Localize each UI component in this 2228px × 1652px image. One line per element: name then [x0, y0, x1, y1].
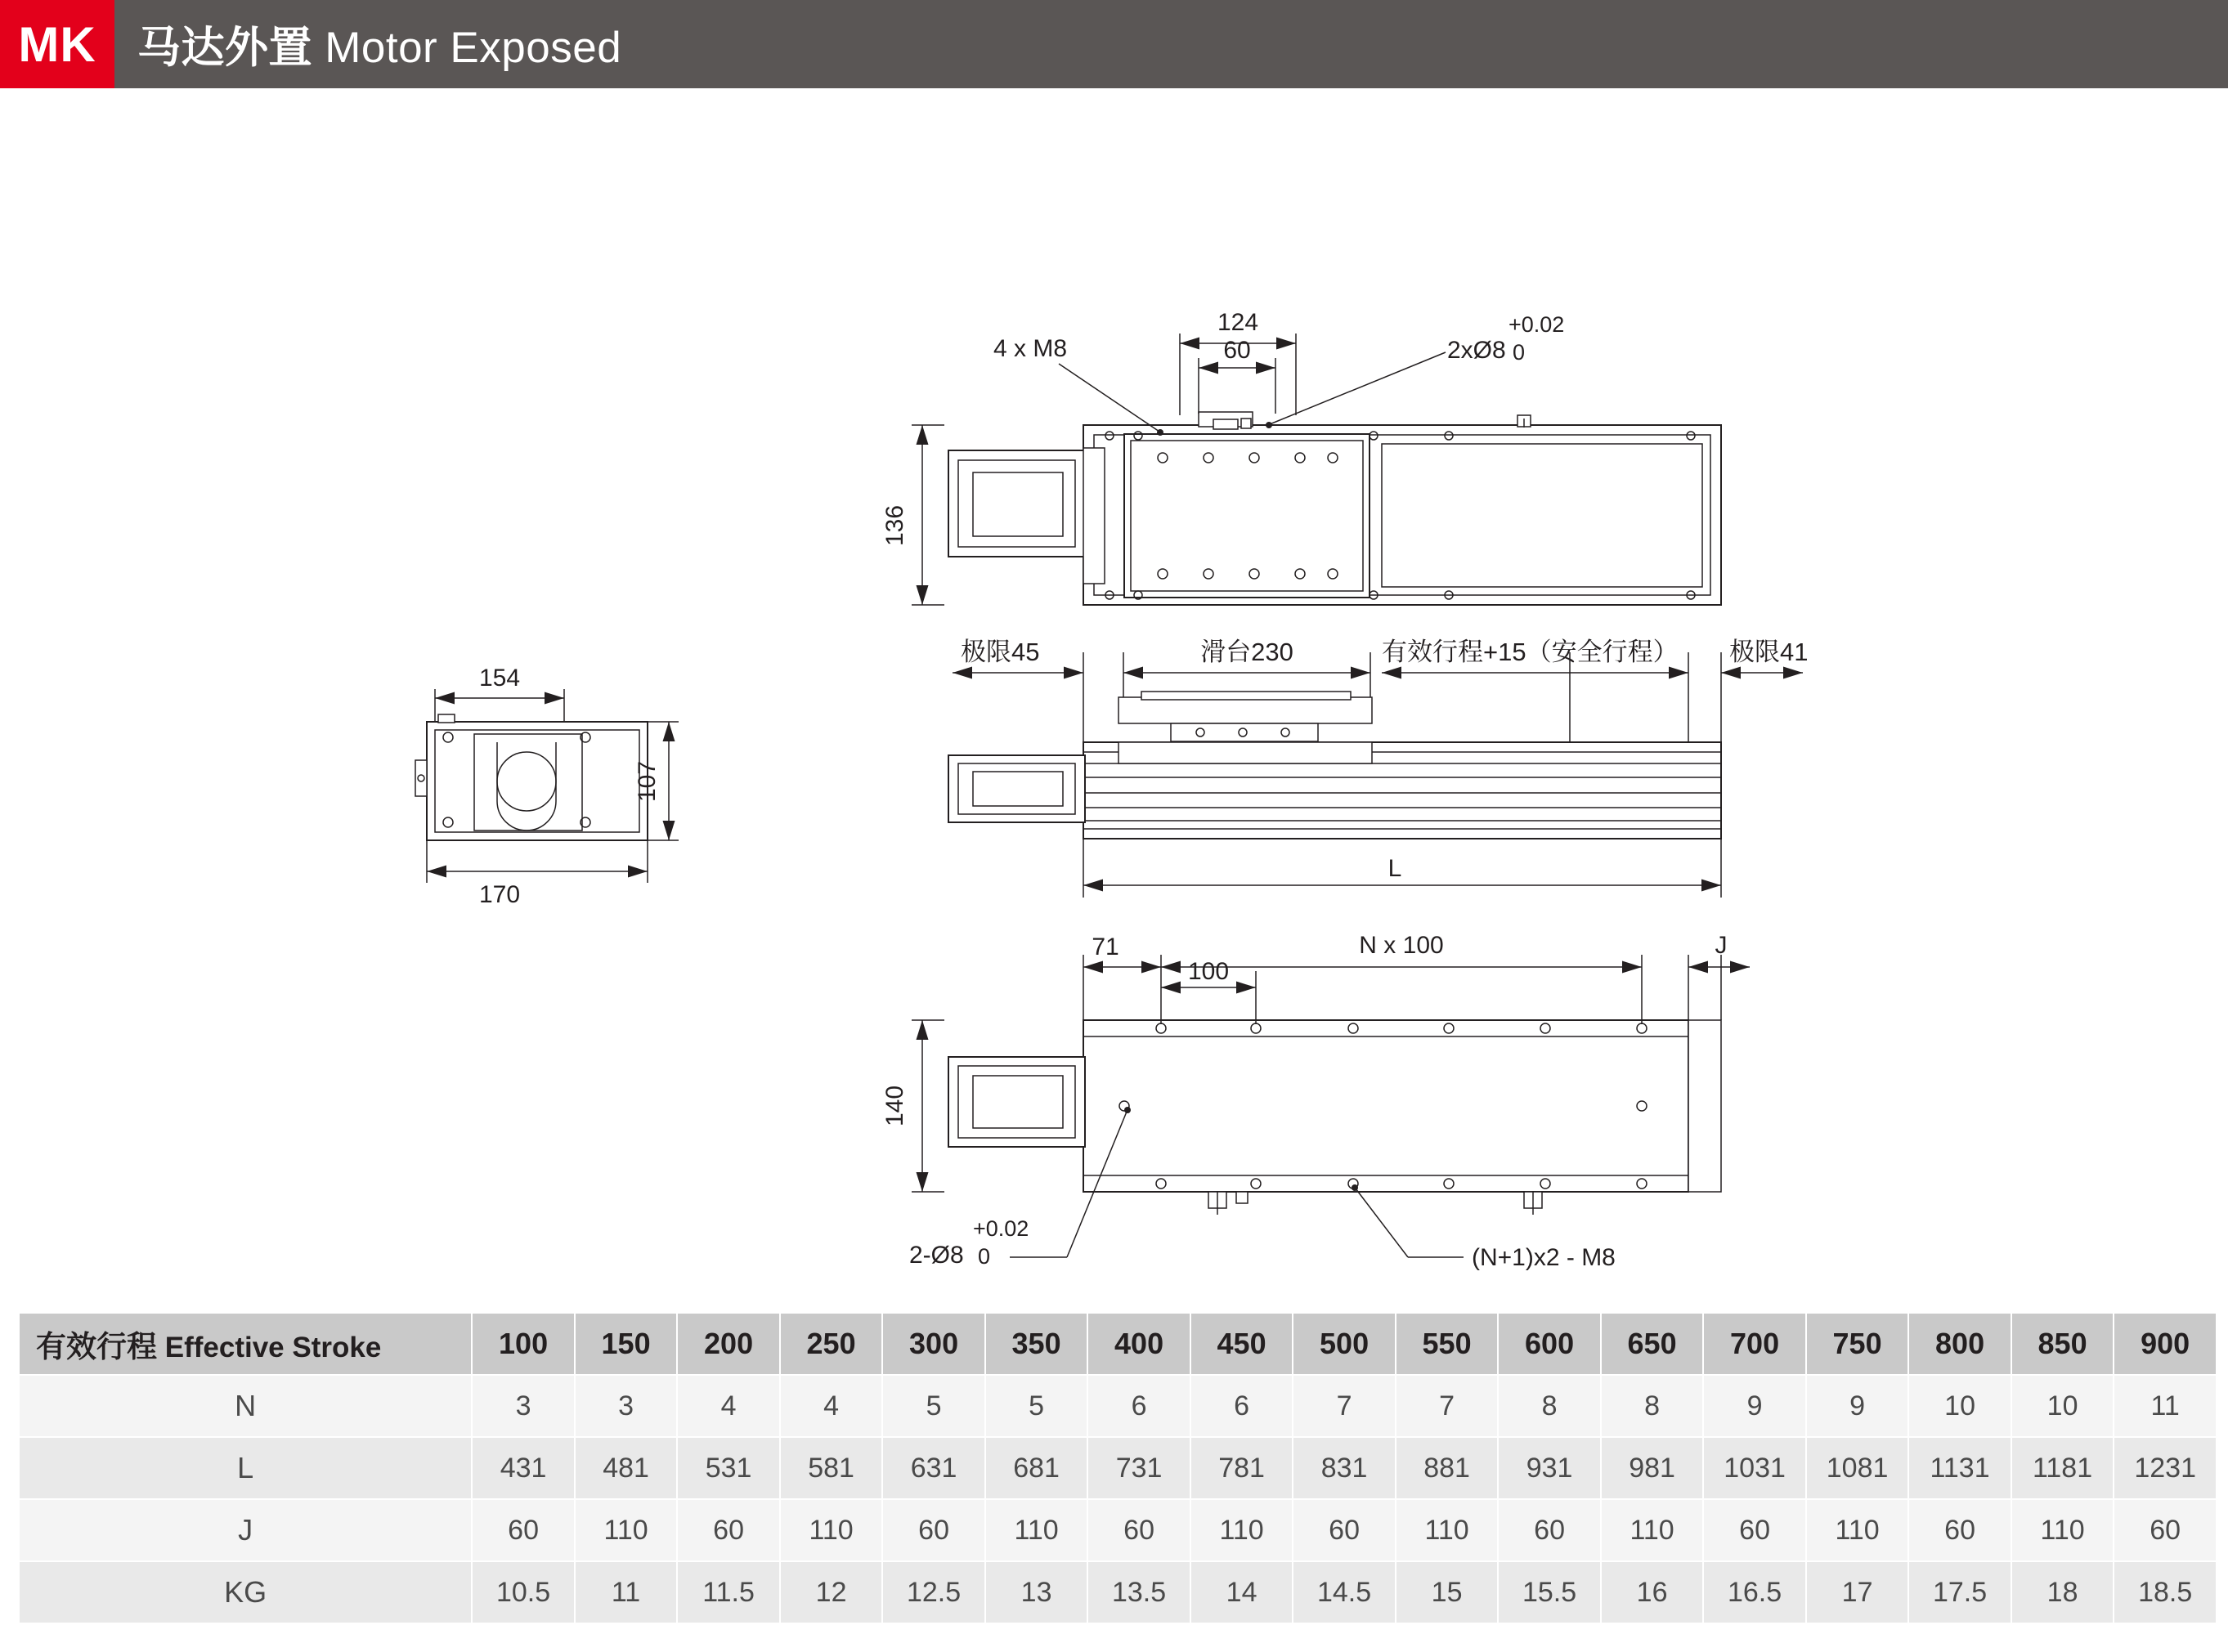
cell: 110	[575, 1499, 678, 1561]
label-2xD8: 2xØ8	[1447, 337, 1506, 364]
brand-badge: MK	[0, 0, 114, 88]
cell: 60	[1087, 1499, 1190, 1561]
dim-60: 60	[1223, 337, 1251, 364]
cell: 16.5	[1703, 1561, 1806, 1623]
cell: 12.5	[882, 1561, 985, 1623]
cell: 110	[1396, 1499, 1499, 1561]
tol-lower-bottom: 0	[978, 1244, 991, 1269]
stroke-col-0: 100	[472, 1313, 575, 1375]
front-view	[948, 638, 1808, 898]
stroke-col-1: 150	[575, 1313, 678, 1375]
tol-upper-bottom: +0.02	[973, 1216, 1029, 1241]
cell: 17	[1806, 1561, 1909, 1623]
label-carriage: 滑台230	[1200, 638, 1293, 666]
stroke-col-11: 650	[1601, 1313, 1704, 1375]
row-label-n: N	[19, 1375, 472, 1437]
cell: 60	[1293, 1499, 1396, 1561]
row-label-l: L	[19, 1437, 472, 1499]
cell: 8	[1601, 1375, 1704, 1437]
cell: 10	[2011, 1375, 2114, 1437]
table-row	[19, 1375, 2217, 1437]
label-4xM8: 4 x M8	[993, 335, 1068, 362]
table-row	[19, 1561, 2217, 1623]
cell: 60	[882, 1499, 985, 1561]
dim-136: 136	[881, 504, 908, 547]
top-view	[881, 309, 1721, 605]
cell: 881	[1396, 1437, 1499, 1499]
cell: 1081	[1806, 1437, 1909, 1499]
tol-lower-top: 0	[1513, 340, 1526, 365]
stroke-col-15: 850	[2011, 1313, 2114, 1375]
stroke-col-9: 550	[1396, 1313, 1499, 1375]
stroke-col-3: 250	[780, 1313, 883, 1375]
cell: 1131	[1908, 1437, 2011, 1499]
cell: 110	[1806, 1499, 1909, 1561]
table-row	[19, 1437, 2217, 1499]
dim-140: 140	[881, 1085, 908, 1127]
page-title	[114, 13, 621, 75]
cell: 11	[2114, 1375, 2217, 1437]
cell: 15	[1396, 1561, 1499, 1623]
spec-table	[18, 1312, 2217, 1624]
dim-J: J	[1715, 932, 1728, 959]
stroke-col-12: 700	[1703, 1313, 1806, 1375]
page-title-cn: 马达外置	[137, 24, 312, 72]
cell: 110	[1190, 1499, 1293, 1561]
stroke-col-13: 750	[1806, 1313, 1909, 1375]
cell: 9	[1703, 1375, 1806, 1437]
cell: 16	[1601, 1561, 1704, 1623]
tol-upper-top: +0.02	[1508, 312, 1565, 337]
cell: 13.5	[1087, 1561, 1190, 1623]
cell: 831	[1293, 1437, 1396, 1499]
cell: 981	[1601, 1437, 1704, 1499]
stroke-col-16: 900	[2114, 1313, 2217, 1375]
dim-100: 100	[1187, 958, 1230, 985]
cell: 17.5	[1908, 1561, 2011, 1623]
table-header-label	[19, 1313, 472, 1375]
cell: 3	[472, 1375, 575, 1437]
cell: 10	[1908, 1375, 2011, 1437]
technical-drawing	[0, 88, 2228, 1290]
table-row	[19, 1499, 2217, 1561]
dim-124: 124	[1217, 309, 1259, 336]
cell: 931	[1498, 1437, 1601, 1499]
cell: 1231	[2114, 1437, 2217, 1499]
cell: 481	[575, 1437, 678, 1499]
stroke-col-6: 400	[1087, 1313, 1190, 1375]
cell: 18.5	[2114, 1561, 2217, 1623]
cell: 110	[2011, 1499, 2114, 1561]
label-limit-right: 极限41	[1729, 638, 1809, 666]
cell: 60	[1498, 1499, 1601, 1561]
cell: 15.5	[1498, 1561, 1601, 1623]
cell: 7	[1396, 1375, 1499, 1437]
dim-Nx100: N x 100	[1359, 932, 1444, 959]
cell: 110	[985, 1499, 1088, 1561]
cell: 1181	[2011, 1437, 2114, 1499]
stroke-col-4: 300	[882, 1313, 985, 1375]
dim-170: 170	[478, 881, 521, 908]
table-header-label-cn: 有效行程	[36, 1330, 157, 1363]
table-header-row	[19, 1313, 2217, 1375]
stroke-col-10: 600	[1498, 1313, 1601, 1375]
page-header	[0, 0, 2228, 88]
cell: 14	[1190, 1561, 1293, 1623]
cell: 13	[985, 1561, 1088, 1623]
cell: 681	[985, 1437, 1088, 1499]
stroke-col-8: 500	[1293, 1313, 1396, 1375]
cell: 431	[472, 1437, 575, 1499]
cell: 11.5	[677, 1561, 780, 1623]
label-2D8: 2-Ø8	[909, 1242, 964, 1269]
cell: 781	[1190, 1437, 1293, 1499]
cell: 60	[2114, 1499, 2217, 1561]
label-stroke: 有效行程+15（安全行程）	[1382, 638, 1679, 666]
cell: 4	[780, 1375, 883, 1437]
stroke-col-2: 200	[677, 1313, 780, 1375]
stroke-col-7: 450	[1190, 1313, 1293, 1375]
cell: 60	[1703, 1499, 1806, 1561]
cell: 9	[1806, 1375, 1909, 1437]
cell: 60	[677, 1499, 780, 1561]
cell: 4	[677, 1375, 780, 1437]
cell: 6	[1190, 1375, 1293, 1437]
cell: 581	[780, 1437, 883, 1499]
cell: 1031	[1703, 1437, 1806, 1499]
cell: 631	[882, 1437, 985, 1499]
bottom-view	[881, 932, 1750, 1271]
dim-71: 71	[1092, 933, 1119, 960]
cell: 10.5	[472, 1561, 575, 1623]
cell: 110	[780, 1499, 883, 1561]
dim-154: 154	[478, 665, 521, 692]
page-title-en: Motor Exposed	[325, 24, 622, 72]
cell: 8	[1498, 1375, 1601, 1437]
dim-107: 107	[634, 760, 661, 803]
cell: 60	[1908, 1499, 2011, 1561]
label-limit-left: 极限45	[961, 638, 1040, 666]
cell: 5	[882, 1375, 985, 1437]
dim-L: L	[1387, 855, 1402, 882]
cell: 18	[2011, 1561, 2114, 1623]
cell: 531	[677, 1437, 780, 1499]
row-label-j: J	[19, 1499, 472, 1561]
row-label-kg: KG	[19, 1561, 472, 1623]
cell: 3	[575, 1375, 678, 1437]
cell: 6	[1087, 1375, 1190, 1437]
cell: 5	[985, 1375, 1088, 1437]
label-N1-M8: (N+1)x2 - M8	[1472, 1244, 1616, 1271]
cell: 110	[1601, 1499, 1704, 1561]
cell: 60	[472, 1499, 575, 1561]
cell: 11	[575, 1561, 678, 1623]
cell: 7	[1293, 1375, 1396, 1437]
stroke-col-5: 350	[985, 1313, 1088, 1375]
table-header-label-en: Effective Stroke	[164, 1332, 382, 1363]
cell: 731	[1087, 1437, 1190, 1499]
end-view	[415, 665, 679, 908]
cell: 12	[780, 1561, 883, 1623]
stroke-col-14: 800	[1908, 1313, 2011, 1375]
cell: 14.5	[1293, 1561, 1396, 1623]
